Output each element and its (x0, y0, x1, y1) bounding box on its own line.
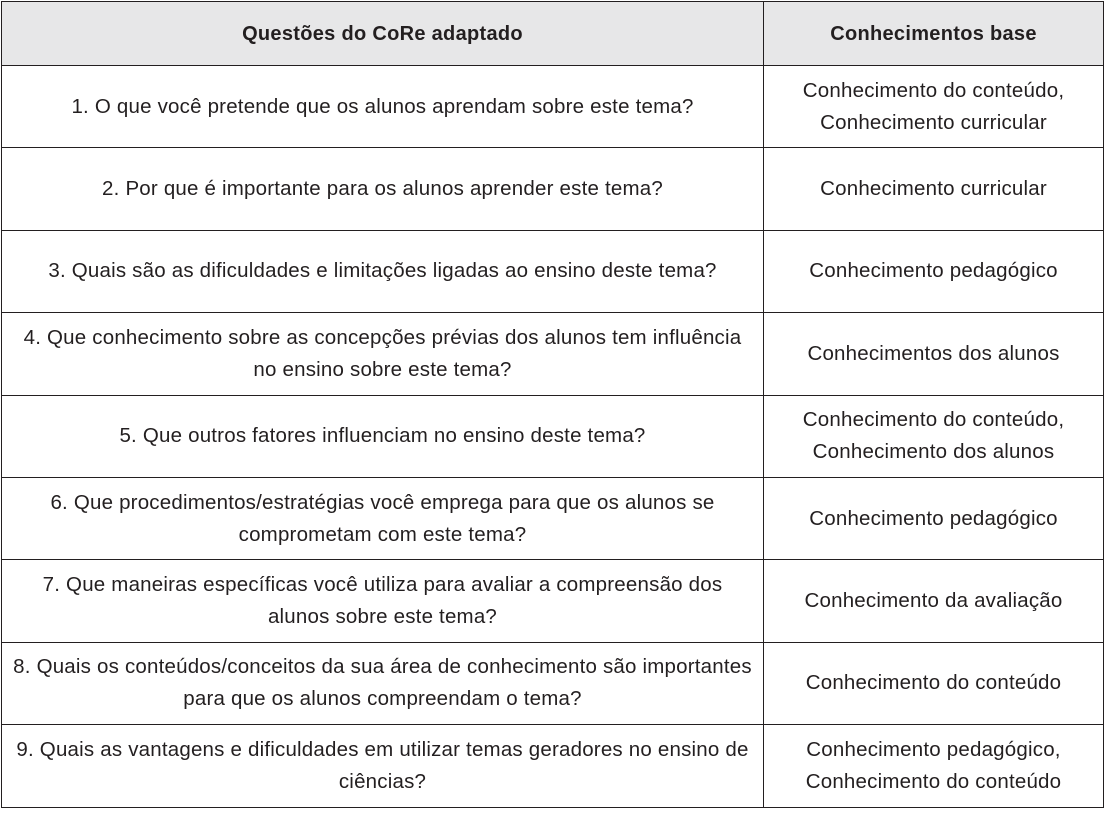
knowledge-line: Conhecimento pedagógico (809, 506, 1058, 530)
question-cell: 3. Quais são as dificuldades e limitações ligadas ao ensino deste tema? (2, 230, 764, 312)
knowledge-line: Conhecimento do conteúdo (805, 769, 1062, 793)
knowledge-cell (764, 642, 1104, 724)
knowledge-line: Conhecimento curricular (820, 110, 1047, 134)
knowledge-line: Conhecimento curricular (820, 177, 1047, 201)
core-knowledge-table (1, 1, 1104, 808)
question-cell: 1. O que você pretende que os alunos aprendam sobre este tema? (2, 66, 764, 148)
knowledge-line: Conhecimento pedagógico, (806, 737, 1061, 761)
knowledge-cell (764, 313, 1104, 395)
knowledge-line: Conhecimento do conteúdo (805, 671, 1062, 695)
knowledge-line: Conhecimentos dos alunos (807, 341, 1060, 365)
header-knowledge-base: Conhecimentos base (764, 2, 1104, 66)
knowledge-cell (764, 725, 1104, 807)
header-row (2, 2, 1104, 66)
knowledge-line: Conhecimento da avaliação (804, 589, 1063, 613)
table-header (2, 2, 1104, 66)
knowledge-cell (764, 395, 1104, 477)
core-table-container (1, 1, 1103, 808)
knowledge-line: Conhecimento do conteúdo, (802, 78, 1065, 102)
table-row (2, 477, 1104, 559)
table-row (2, 313, 1104, 395)
table-row (2, 66, 1104, 148)
knowledge-cell (764, 560, 1104, 642)
knowledge-cell (764, 477, 1104, 559)
knowledge-line: Conhecimento do conteúdo, (802, 408, 1065, 432)
question-cell: 2. Por que é importante para os alunos aprender este tema? (2, 148, 764, 230)
knowledge-cell (764, 230, 1104, 312)
table-row (2, 230, 1104, 312)
knowledge-cell (764, 148, 1104, 230)
table-body (2, 66, 1104, 808)
knowledge-line: Conhecimento dos alunos (812, 440, 1055, 464)
table-row (2, 642, 1104, 724)
table-row (2, 725, 1104, 807)
question-cell: 5. Que outros fatores influenciam no ensino deste tema? (2, 395, 764, 477)
table-row (2, 148, 1104, 230)
table-row (2, 560, 1104, 642)
table-row (2, 395, 1104, 477)
knowledge-cell (764, 66, 1104, 148)
question-cell: 6. Que procedimentos/estratégias você emprega para que os alunos se comprometam com este tema? (2, 477, 764, 559)
question-cell: 7. Que maneiras específicas você utiliza para avaliar a compreensão dos alunos sobre este tema? (2, 560, 764, 642)
header-questions: Questões do CoRe adaptado (2, 2, 764, 66)
knowledge-line: Conhecimento pedagógico (809, 259, 1058, 283)
question-cell: 4. Que conhecimento sobre as concepções prévias dos alunos tem influência no ensino sobre este tema? (2, 313, 764, 395)
question-cell: 8. Quais os conteúdos/conceitos da sua área de conhecimento são importantes para que os alunos compreendam o tema? (2, 642, 764, 724)
question-cell: 9. Quais as vantagens e dificuldades em utilizar temas geradores no ensino de ciências? (2, 725, 764, 807)
